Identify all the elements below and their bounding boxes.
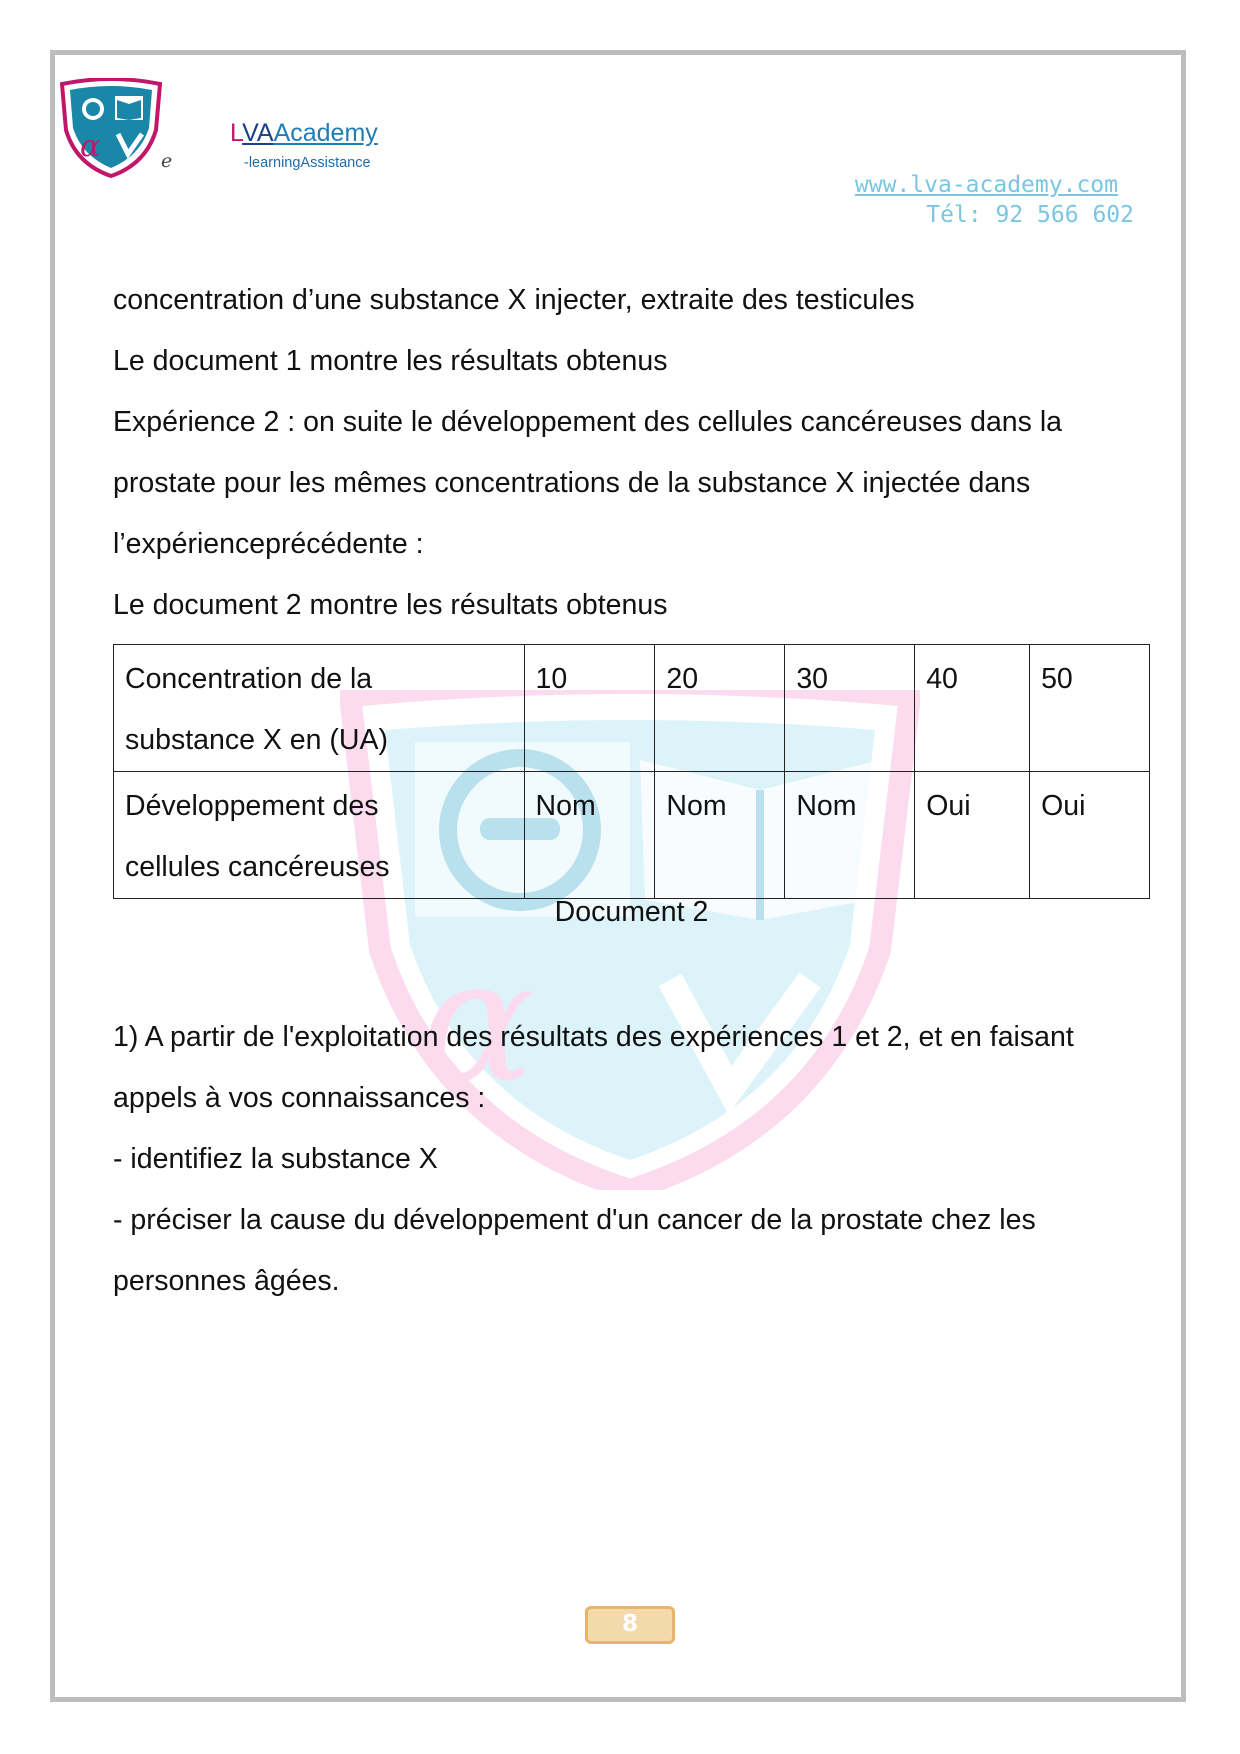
body-line: Expérience 2 : on suite le développement des cellules cancéreuses dans la [113,406,1063,438]
body-line: concentration d’une substance X injecter, extraite des testicules [113,284,915,316]
table-row [114,772,1150,899]
results-table [113,644,1150,899]
table-row [114,645,1150,772]
table-cell: 40 [915,645,1030,772]
table-cell: 50 [1030,645,1150,772]
website-link[interactable]: www.lva-academy.com [854,172,1118,198]
logo-letter: e [161,150,173,172]
brand-academy[interactable]: Academy [273,119,378,147]
svg-text:α: α [80,129,101,164]
table-cell: Oui [1030,772,1150,899]
row-header-line: cellules cancéreuses [125,851,390,883]
questions [113,1013,1173,1318]
question-line: appels à vos connaissances : [113,1082,486,1114]
body-line: prostate pour les mêmes concentrations de la substance X injectée dans [113,467,1031,499]
body-line: Le document 2 montre les résultats obtenus [113,589,668,621]
brand-l: L [230,119,243,147]
svg-text:α: α [420,923,535,1121]
brand-tagline: -learningAssistance [244,155,371,171]
body-line: l’expérienceprécédente : [113,528,424,560]
brand-name [230,119,378,148]
table-cell: 10 [524,645,655,772]
question-line: - identifiez la substance X [113,1143,438,1175]
body-line: Le document 1 montre les résultats obtenus [113,345,668,377]
phone-number: Tél: 92 566 602 [926,202,1134,228]
table-cell: Nom [524,772,655,899]
question-line: 1) A partir de l'exploitation des résultats des expériences 1 et 2, et en faisant [113,1021,1074,1053]
table-cell: Nom [785,772,915,899]
row-header-line: Développement des [125,790,379,822]
row-header-line: Concentration de la [125,663,373,695]
body-text [113,276,1153,642]
row-header-concentration [114,645,525,772]
table-cell: 30 [785,645,915,772]
shield-logo-icon [56,78,166,178]
question-line: personnes âgées. [113,1265,340,1297]
row-header-line: substance X en (UA) [125,724,388,756]
question-line: - préciser la cause du développement d'un cancer de la prostate chez les [113,1204,1036,1236]
table-cell: Nom [655,772,785,899]
table-cell: Oui [915,772,1030,899]
table-cell: 20 [655,645,785,772]
row-header-development [114,772,525,899]
table-caption: Document 2 [554,896,709,928]
page-number-badge: 8 [585,1606,675,1644]
brand-va: VA [242,119,274,147]
